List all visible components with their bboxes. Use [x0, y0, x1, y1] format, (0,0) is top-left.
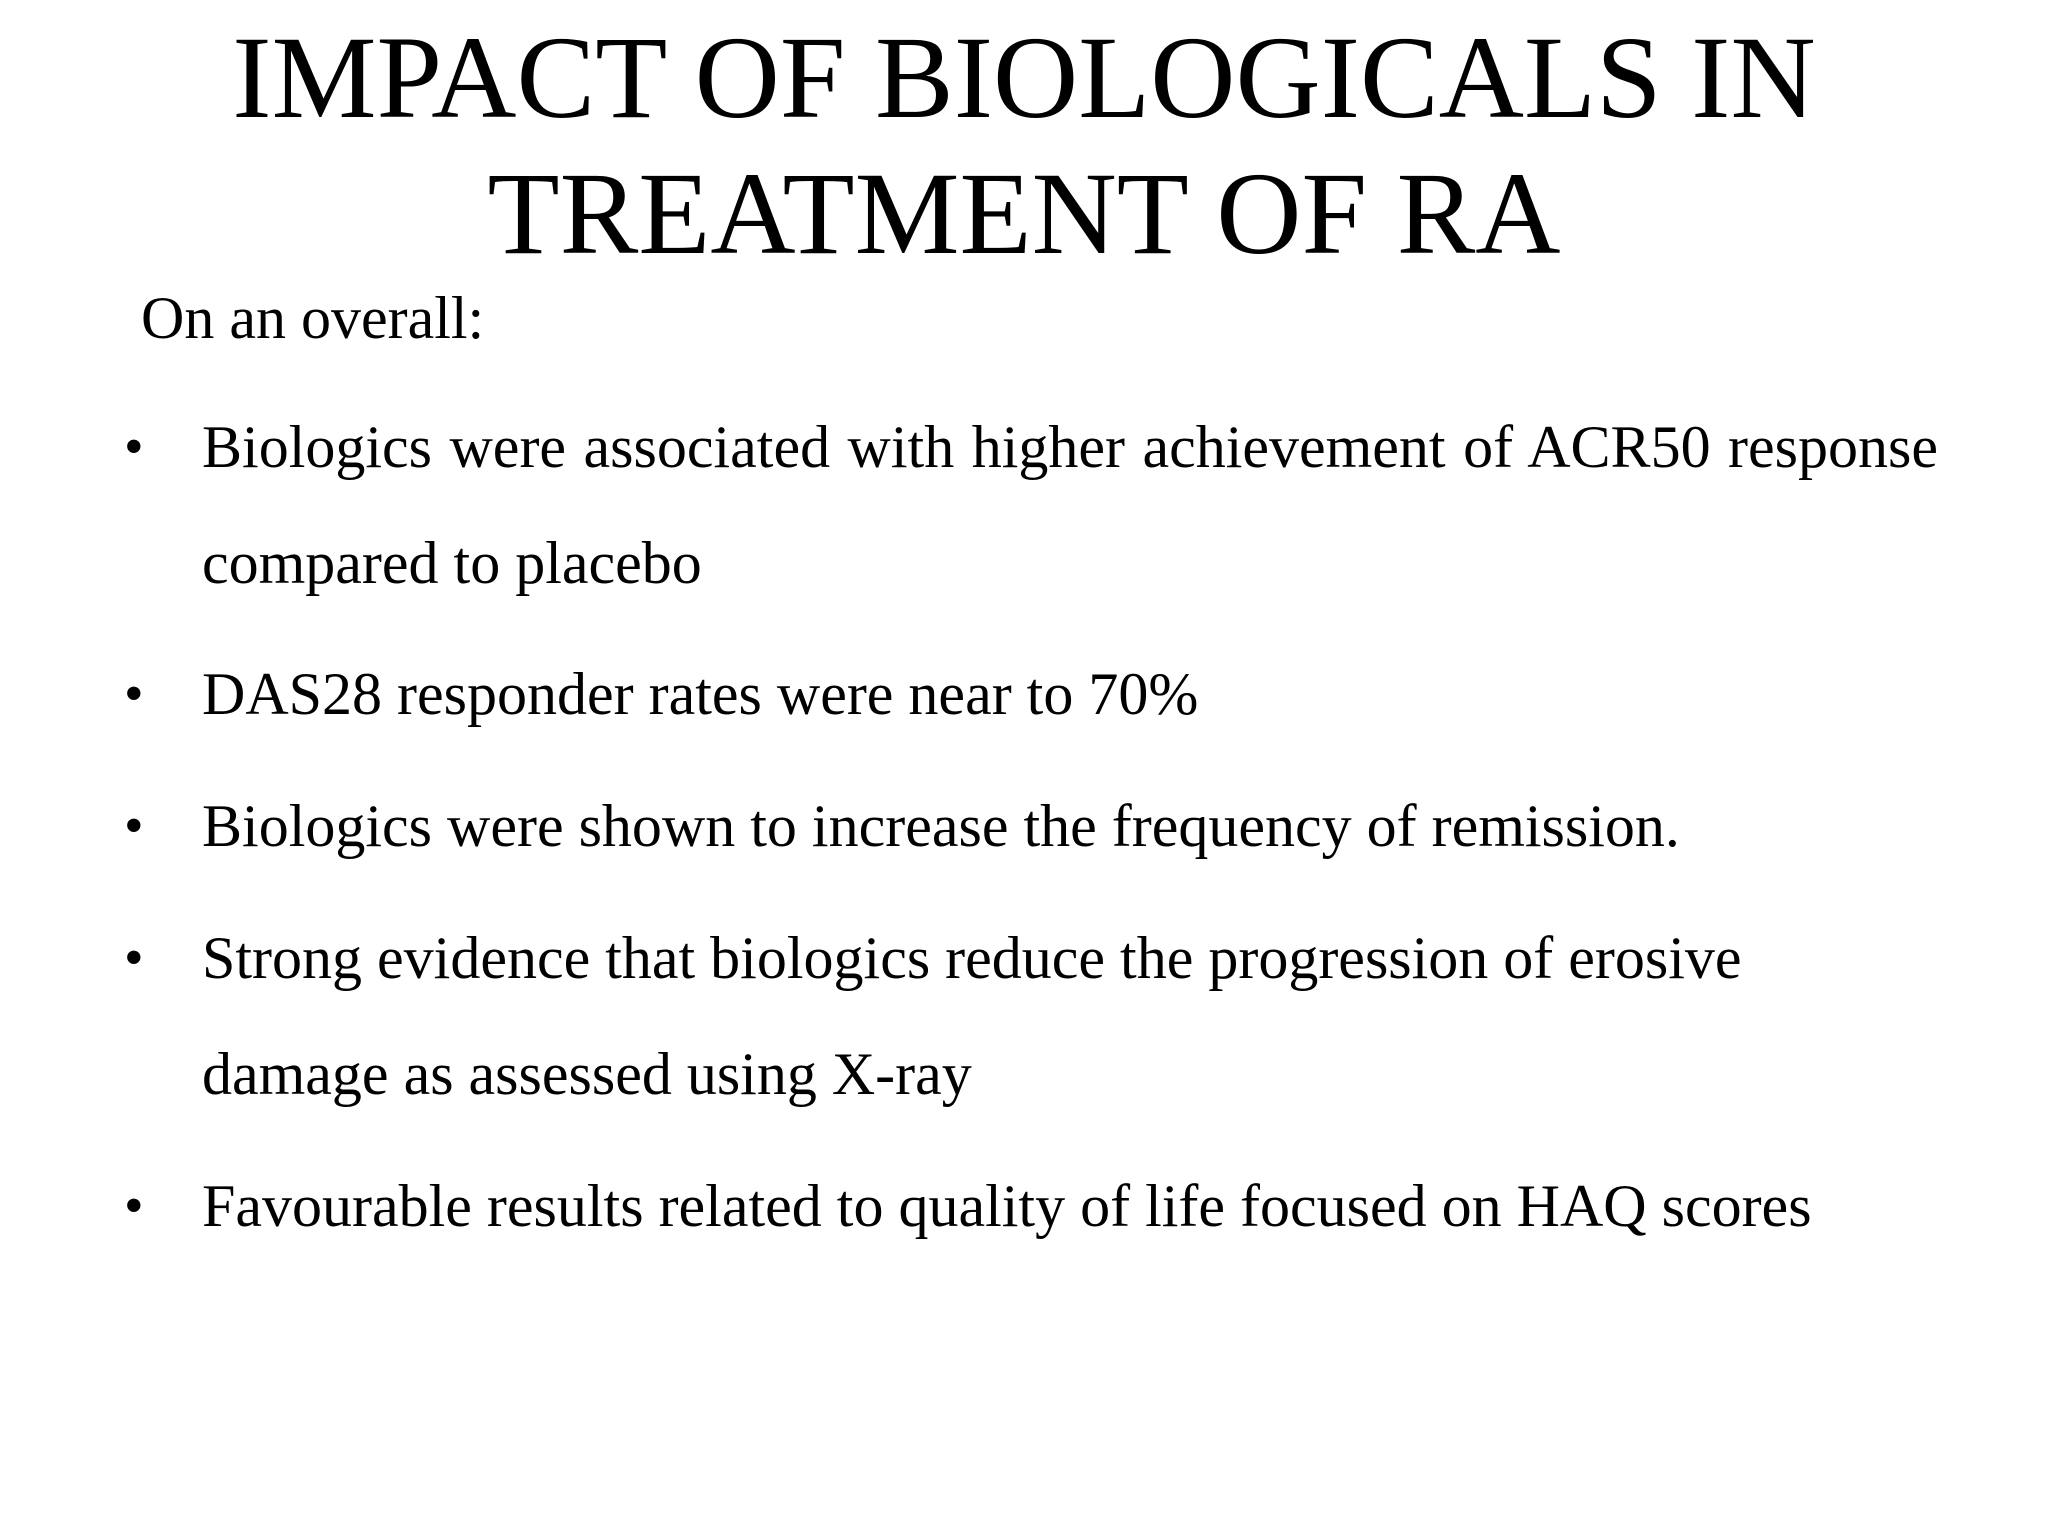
bullet-dot: • [124, 927, 144, 989]
bullet-text-erosive-damage: Strong evidence that biologics reduce the progression of erosive damage as assessed using X-ray [202, 925, 1742, 1107]
bullet-text-das28: DAS28 responder rates were near to 70% [202, 661, 1199, 727]
bullet-text-acr50: Biologics were associated with higher achievement of ACR50 response compared to placebo [202, 414, 1938, 596]
bullet-text-haq: Favourable results related to quality of life focused on HAQ scores [202, 1173, 1812, 1239]
intro-text: On an overall: [141, 285, 485, 351]
slide-title-line-1: IMPACT OF BIOLOGICALS IN [232, 12, 1816, 143]
bullet-dot: • [124, 416, 144, 478]
slide-title-line-2: TREATMENT OF RA [487, 148, 1561, 279]
bullet-dot: • [124, 1175, 144, 1237]
slide-title [0, 10, 2048, 282]
bullet-text-remission: Biologics were shown to increase the frequency of remission. [202, 793, 1680, 859]
bullet-dot: • [124, 795, 144, 857]
bullet-dot: • [124, 663, 144, 725]
